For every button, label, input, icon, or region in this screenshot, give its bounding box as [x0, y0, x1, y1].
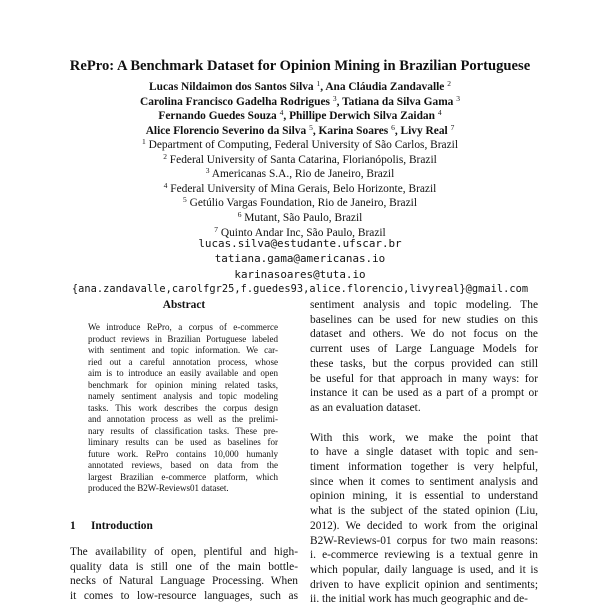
text-line: future work. RePro contains 10,000 humanly — [88, 448, 278, 459]
affiliation-mark: 6 — [237, 209, 242, 219]
author-name: Ana Cláudia Zandavalle — [325, 81, 445, 93]
text-line: and annotation process as well as the prelimi- — [88, 414, 278, 424]
text-line: which popular, daily language is used, and it is — [310, 563, 538, 576]
author-affil-mark: 2 — [447, 79, 451, 88]
affiliation-mark: 2 — [163, 151, 167, 161]
affiliation — [0, 167, 600, 182]
email-address: {ana.zandavalle,carolfgr25,f.guedes93,alice.florencio,livyreal}@gmail.com — [71, 283, 529, 296]
text-line: timent information together is very helpful, — [310, 461, 538, 474]
author-affil-mark: 4 — [279, 108, 284, 118]
text-line: it comes to low-resource languages, such as — [70, 590, 298, 603]
author-affil-mark: 4 — [437, 108, 442, 118]
author-name: Alice Florencio Severino da Silva — [145, 124, 307, 137]
text-line: aim is to introduce an easily available and open — [88, 368, 278, 378]
author-name: Fernando Guedes Souza — [158, 110, 277, 123]
author-affil-mark: 5 — [309, 122, 313, 132]
text-line: what is the subject of the stated opinion (Liu, — [310, 505, 538, 518]
text-line: ried out a careful annotation process, whose — [88, 356, 278, 367]
affiliation-mark: 7 — [214, 224, 219, 234]
text-line: sentiment analysis and topic modeling. The — [310, 299, 538, 311]
introduction-text — [70, 545, 298, 604]
author-affil-mark: 6 — [391, 122, 395, 132]
text-line: tasks. This work describes the corpus design — [88, 402, 278, 413]
author-name: Lucas Nildaimon dos Santos Silva — [149, 81, 314, 93]
text-line: to have a single dataset with topic and sen- — [310, 446, 538, 459]
affiliation-mark: 1 — [142, 137, 146, 146]
text-line: driven to have explicit opinion and sentiments; — [310, 578, 538, 591]
author-name: Tatiana da Silva Gama — [342, 95, 454, 108]
text-line: produced the B2W-Reviews01 dataset. — [88, 483, 229, 493]
author-list — [0, 80, 600, 138]
author-affil-mark: 1 — [316, 79, 321, 88]
affiliation-mark: 4 — [163, 180, 168, 190]
affiliation — [0, 138, 600, 153]
affiliation-text: Department of Computing, Federal University of São Carlos, Brazil — [148, 139, 458, 151]
text-line: The availability of open, plentiful and high- — [70, 546, 298, 558]
text-line: quality data is still one of the main bottle- — [70, 560, 298, 573]
right-column — [310, 298, 538, 607]
text-line: We introduce RePro, a corpus of e-commerce — [88, 322, 278, 332]
text-line: instance it can be used as a part of a prompt or — [310, 387, 538, 400]
affiliation — [0, 196, 600, 211]
text-line: opinion mining, it is essential to understand — [310, 490, 538, 503]
author-name: Carolina Francisco Gadelha Rodrigues — [140, 95, 330, 108]
email-address: karinasoares@tuta.io — [234, 267, 366, 281]
affiliation — [0, 153, 600, 168]
text-line: ii. the initial work has much geographic and de- — [310, 593, 528, 606]
affiliation — [0, 182, 600, 197]
section-number: 1 — [70, 520, 76, 532]
abstract-section — [70, 298, 298, 312]
text-line: with sentiment and topic information. We car- — [88, 345, 278, 355]
affiliation-text: Getúlio Vargas Foundation, Rio de Janeiro, Brazil — [189, 197, 417, 210]
paper-title: RePro: A Benchmark Dataset for Opinion Mining in Brazilian Portuguese — [69, 58, 531, 74]
text-line: With this work, we make the point that — [310, 431, 538, 444]
affiliation-mark: 5 — [183, 195, 187, 205]
text-line: necks of Natural Language Processing. When — [70, 575, 298, 588]
text-line: baselines can be used for new studies on this — [310, 313, 538, 326]
abstract-heading: Abstract — [162, 299, 206, 311]
author-line: Alice Florencio Severino da Silva $^5$, Karina Soares $^6$, Livy Real $^7$ — [145, 122, 455, 137]
author-affil-mark: 7 — [450, 122, 455, 132]
author-affil-mark: 3 — [456, 93, 460, 103]
text-line: as an evaluation dataset. — [310, 401, 421, 414]
text-line: namely sentiment analysis and topic modeling — [88, 391, 278, 401]
text-line: 2012). We decided to work from the original — [310, 519, 538, 532]
author-name: Karina Soares — [318, 124, 389, 137]
text-line: product reviews in Brazilian Portuguese labeled — [88, 333, 278, 344]
paragraph — [310, 431, 538, 607]
text-line: i. e-commerce reviewing is a textual genre in — [310, 549, 538, 562]
author-name: Phillipe Derwich Silva Zaidan — [289, 110, 435, 123]
abstract-body — [88, 322, 278, 495]
author-name: Livy Real — [400, 124, 448, 137]
author-affil-mark: 3 — [332, 93, 337, 103]
affiliation — [0, 211, 600, 226]
affiliation-mark: 3 — [205, 166, 210, 176]
text-line: current uses of Large Language Models for — [310, 343, 538, 356]
text-line: liminary results can be used as baselines for — [88, 437, 278, 447]
text-line: largest Brazilian e-commerce platform, which — [88, 471, 278, 482]
email-address: tatiana.gama@americanas.io — [214, 252, 386, 266]
section-heading — [70, 520, 153, 532]
paragraph — [310, 298, 538, 416]
email-list — [0, 236, 600, 298]
affiliation-text: Quinto Andar Inc, São Paulo, Brazil — [220, 226, 386, 239]
author-line: Fernando Guedes Souza $^4$, Phillipe Derwich Silva Zaidan $^4$ — [158, 108, 442, 123]
affiliation-text: Americanas S.A., Rio de Janeiro, Brazil — [211, 168, 395, 181]
affiliation-list — [0, 138, 600, 240]
text-line: benchmark for opinion mining related tasks, — [88, 379, 278, 390]
text-line: annotated reviews, based on data from the — [88, 460, 278, 470]
text-line: nary results of classification tasks. These pre- — [88, 425, 278, 436]
affiliation-text: Federal University of Mina Gerais, Belo Horizonte, Brazil — [170, 182, 437, 195]
author-line: Lucas Nildaimon dos Santos Silva $^1$, Ana Cláudia Zandavalle $^2$ — [149, 79, 451, 93]
affiliation-text: Mutant, São Paulo, Brazil — [244, 211, 363, 224]
text-line: be useful for that approach in many ways: for — [310, 372, 538, 385]
text-line: B2W-Reviews-01 corpus for two main reasons: — [310, 534, 538, 547]
text-line: since when it comes to sentiment analysis and — [310, 475, 538, 488]
author-line: Carolina Francisco Gadelha Rodrigues $^3$, Tatiana da Silva Gama $^3$ — [140, 93, 460, 108]
text-line: dataset and others. We do not focus on the — [310, 328, 538, 341]
email-address: lucas.silva@estudante.ufscar.br — [198, 237, 402, 250]
section-title: Introduction — [91, 520, 153, 532]
text-line: these tasks, but the corpus provided can still — [310, 357, 538, 370]
affiliation-text: Federal University of Santa Catarina, Florianópolis, Brazil — [169, 153, 437, 166]
